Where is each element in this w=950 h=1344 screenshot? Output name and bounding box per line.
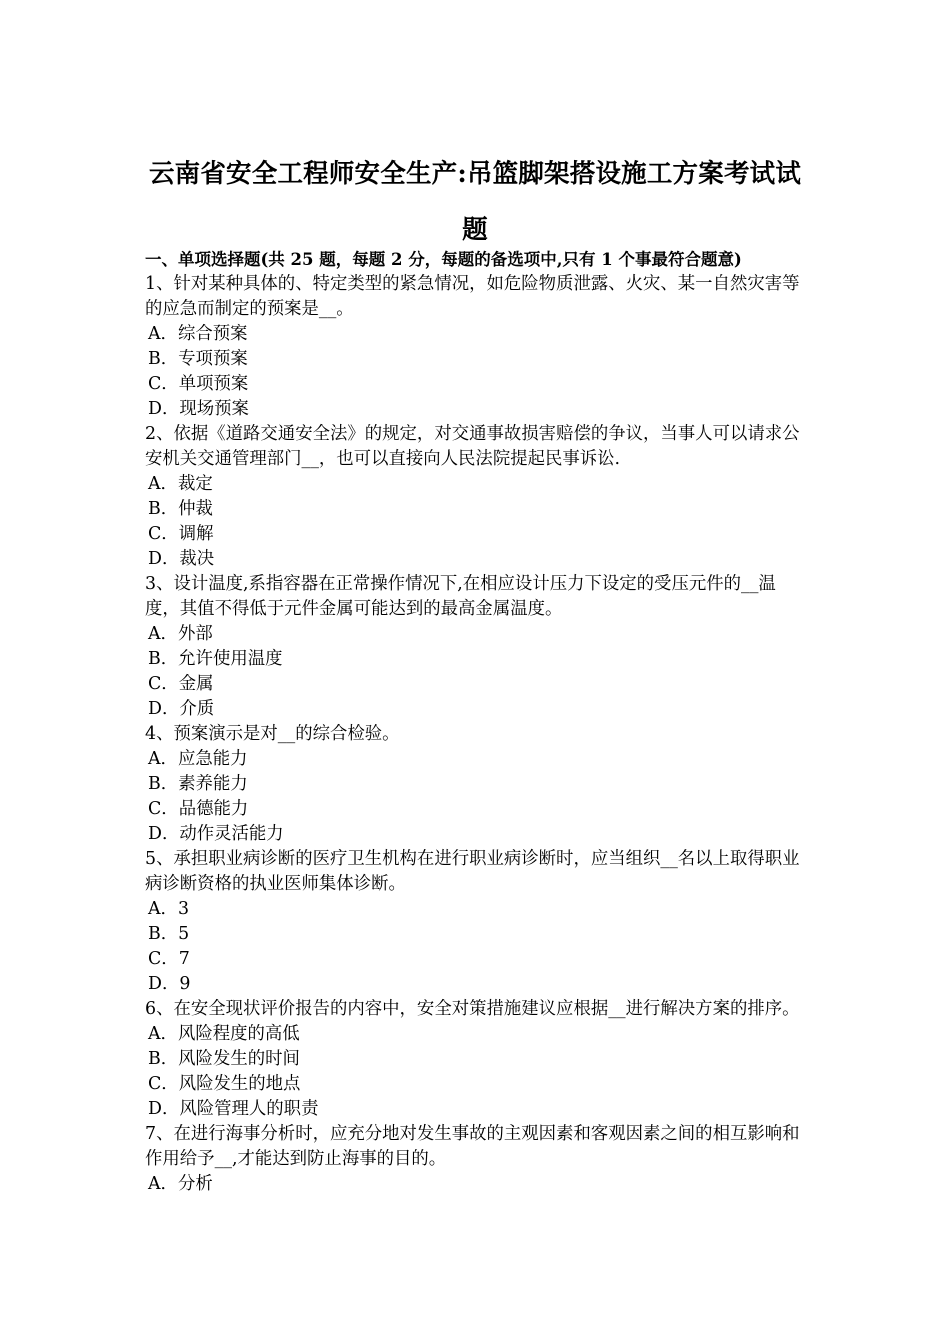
question-1 <box>145 272 809 422</box>
section-heading: 一、单项选择题(共 25 题，每题 2 分，每题的备选项中,只有 1 个事最符合题意) <box>145 250 742 269</box>
option-a: A．风险程度的高低 <box>148 1024 300 1044</box>
question-stem: 2、依据《道路交通安全法》的规定，对交通事故损害赔偿的争议，当事人可以请求公安机关交通管理部门__，也可以直接向人民法院提起民事诉讼. <box>145 424 800 469</box>
option-a: A．综合预案 <box>148 324 248 344</box>
option-a: A．裁定 <box>148 474 213 494</box>
option-c: C．单项预案 <box>148 374 249 394</box>
option-d: D．现场预案 <box>148 399 249 419</box>
option-b: B．专项预案 <box>148 349 248 369</box>
question-stem: 3、设计温度,系指容器在正常操作情况下,在相应设计压力下设定的受压元件的__温度，其值不得低于元件金属可能达到的最高金属温度。 <box>145 574 776 619</box>
question-stem: 6、在安全现状评价报告的内容中，安全对策措施建议应根据__进行解决方案的排序。 <box>145 999 800 1019</box>
option-d: D．裁决 <box>148 549 215 569</box>
option-c: C．品德能力 <box>148 799 249 819</box>
option-b: B．5 <box>148 924 190 944</box>
option-c: C．风险发生的地点 <box>148 1074 301 1094</box>
option-a: A．分析 <box>148 1174 213 1194</box>
question-5 <box>145 847 809 997</box>
question-list <box>145 272 809 1197</box>
option-d: D．9 <box>148 974 191 994</box>
option-d: D．风险管理人的职责 <box>148 1099 319 1119</box>
question-3 <box>145 572 809 722</box>
option-b: B．仲裁 <box>148 499 213 519</box>
question-stem: 4、预案演示是对__的综合检验。 <box>145 724 400 744</box>
option-b: B．允许使用温度 <box>148 649 283 669</box>
question-2 <box>145 422 809 572</box>
page-title: 云南省安全工程师安全生产:吊篮脚架搭设施工方案考试试题 <box>148 159 802 245</box>
option-b: B．风险发生的时间 <box>148 1049 300 1069</box>
option-c: C．金属 <box>148 674 214 694</box>
question-stem: 5、承担职业病诊断的医疗卫生机构在进行职业病诊断时，应当组织__名以上取得职业病诊断资格的执业医师集体诊断。 <box>145 849 800 894</box>
question-4 <box>145 722 809 847</box>
option-b: B．素养能力 <box>148 774 248 794</box>
question-6 <box>145 997 809 1122</box>
option-c: C．调解 <box>148 524 214 544</box>
question-7 <box>145 1122 809 1197</box>
option-d: D．介质 <box>148 699 215 719</box>
question-stem: 7、在进行海事分析时，应充分地对发生事故的主观因素和客观因素之间的相互影响和作用给予__,才能达到防止海事的目的。 <box>145 1124 800 1169</box>
option-a: A．应急能力 <box>148 749 248 769</box>
option-a: A．3 <box>148 899 190 919</box>
option-d: D．动作灵活能力 <box>148 824 284 844</box>
question-stem: 1、针对某种具体的、特定类型的紧急情况，如危险物质泄露、火灾、某一自然灾害等的应急而制定的预案是__。 <box>145 274 800 319</box>
option-a: A．外部 <box>148 624 213 644</box>
option-c: C．7 <box>148 949 190 969</box>
